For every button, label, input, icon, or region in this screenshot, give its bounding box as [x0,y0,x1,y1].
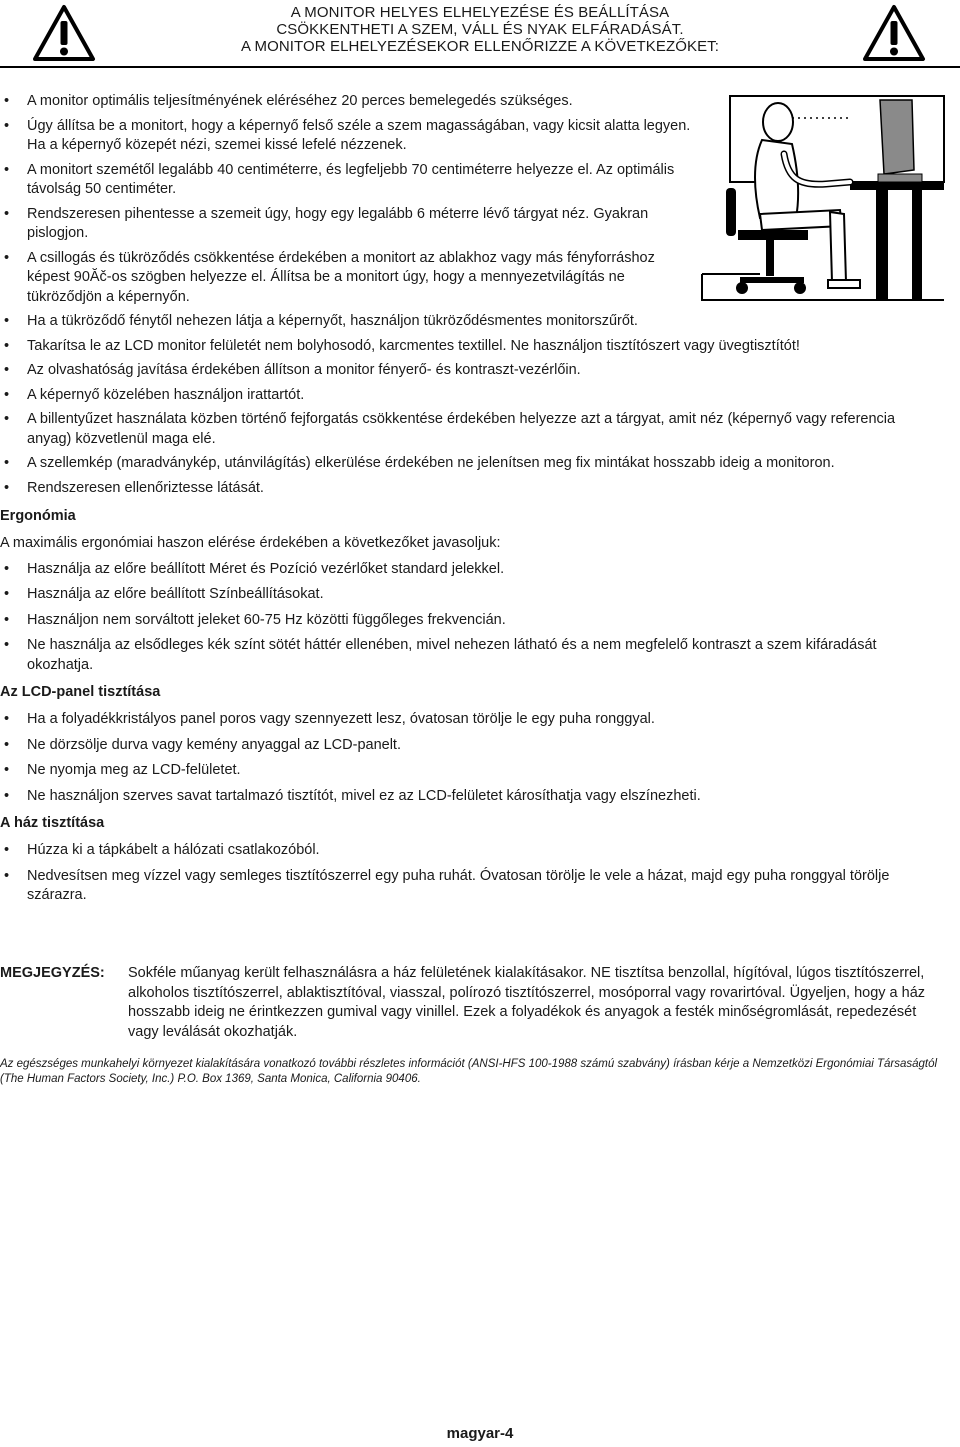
list-item: • Rendszeresen pihentesse a szemeit úgy, hogy egy legalább 6 méterre lévő tárgyat néz. Gyakran pislogjon. [0,205,692,244]
list-item: • Úgy állítsa be a monitort, hogy a képernyő felső széle a szem magasságában, vagy kicsit alatta legyen. Ha a képernyő közepét nézi, szemei kissé lefelé nézzenek. [0,117,692,156]
header-line: CSÖKKENTHETI A SZEM, VÁLL ÉS NYAK ELFÁRADÁSÁT. [276,21,684,38]
list-item: • Húzza ki a tápkábelt a hálózati csatlakozóból. [0,841,940,861]
list-item: • A szellemkép (maradványkép, utánvilágítás) elkerülése érdekében ne jelenítsen meg fix mintákat hosszabb ideig a monitoron. [0,454,940,474]
note-label: MEGJEGYZÉS: [0,965,105,981]
note-block [0,964,945,1042]
checklist [0,92,940,498]
page-number: magyar-4 [446,1425,514,1442]
footnote: Az egészséges munkahelyi környezet kialakítására vonatkozó további részletes információt (ANSI-HFS 100-1988 számú szabvány) írásban kérje a Nemzetközi Ergonómiai Társaságtól (The Human Factors Society, Inc.) P.O. Box 1369, Santa Monica, California 90406. [0,1058,938,1085]
list-item: • Takarítsa le az LCD monitor felületét nem bolyhosodó, karcmentes textillel. Ne használjon tisztítószert vagy üvegtisztítót! [0,337,940,357]
section-intro: A maximális ergonómiai haszon elérése érdekében a következőket javasoljuk: [0,535,501,551]
list-item: • A monitor optimális teljesítményének eléréséhez 20 perces bemelegedés szükséges. [0,92,692,112]
list-item: • Használja az előre beállított Színbeállításokat. [0,585,940,605]
housing-cleaning-section [0,814,940,906]
ergonomia-section [0,507,940,675]
section-heading: A ház tisztítása [0,815,105,831]
header-line: A MONITOR HELYES ELHELYEZÉSE ÉS BEÁLLÍTÁSA [290,4,670,21]
list-item: • Ne használja az elsődleges kék színt sötét háttér ellenében, mivel nehezen látható és a nem megfelelő kontraszt a szem kifáradását okozhatja. [0,636,940,675]
list-item: • Ne nyomja meg az LCD-felületet. [0,761,940,781]
list-item: • A képernyő közelében használjon irattartót. [0,386,940,406]
section-heading: Az LCD-panel tisztítása [0,684,161,700]
header-divider [0,66,960,68]
ergonomia-list [0,560,940,676]
list-item: • Nedvesítsen meg vízzel vagy semleges tisztítószerrel egy puha ruhát. Óvatosan törölje le vele a házat, majd egy puha ronggyal törölje szárazra. [0,867,940,906]
header-line: A MONITOR ELHELYEZÉSEKOR ELLENŐRIZZE A KÖVETKEZŐKET: [240,38,720,55]
list-item: • Használjon nem sorváltott jeleket 60-75 Hz közötti függőleges frekvencián. [0,611,940,631]
note-text: Sokféle műanyag került felhasználásra a ház felületének kialakításakor. NE tisztítsa benzollal, hígítóval, lúgos tisztítószerrel, alkoholos tisztítószerrel, ablaktisztítóval, viasszal, polírozó tisztítószerrel, mosóporral vagy rovarirtóval. Ügyeljen, hogy a ház hosszabb ideig ne érintkezzen gumival vagy vinillel. Ezek a folyadékok és anyagok a festék minőségromlását, repedezését vagy leválását okozhatják. [128,965,926,1040]
warning-triangle-icon [862,4,926,62]
list-item: • Az olvashatóság javítása érdekében állítson a monitor fényerő- és kontraszt-vezérlőin. [0,361,940,381]
warning-triangle-icon [32,4,96,62]
list-item: • A billentyűzet használata közben történő fejforgatás csökkentése érdekében helyezze azt a tárgyat, amit néz (képernyő vagy referencia anyag) közvetlenül maga elé. [0,410,940,449]
list-item: • Ne dörzsölje durva vagy kemény anyaggal az LCD-panelt. [0,736,940,756]
list-item: • Használja az előre beállított Méret és Pozíció vezérlőket standard jelekkel. [0,560,940,580]
checklist-section [0,92,940,912]
lcd-list [0,710,940,806]
list-item: • Rendszeresen ellenőriztesse látását. [0,479,940,499]
page-header [150,4,810,55]
lcd-cleaning-section [0,683,940,806]
list-item: • Ha a folyadékkristályos panel poros vagy szennyezett lesz, óvatosan törölje le egy puha ronggyal. [0,710,940,730]
list-item: • A csillogás és tükröződés csökkentése érdekében a monitort az ablakhoz vagy más fényforráshoz képest 90Ăč-os szögben helyezze el. Állítsa be a monitort úgy, hogy a mennyezetvilágítás ne tükröződjön a képernyőn. [0,249,667,308]
list-item: • Ha a tükröződő fénytől nehezen látja a képernyőt, használjon tükröződésmentes monitorszűrőt. [0,312,667,332]
list-item: • A monitort szemétől legalább 40 centiméterre, és legfeljebb 70 centiméterre helyezze el. Az optimális távolság 50 centiméter. [0,161,692,200]
list-item: • Ne használjon szerves savat tartalmazó tisztítót, mivel ez az LCD-felületet károsíthatja vagy elszínezheti. [0,787,940,807]
section-heading: Ergonómia [0,508,76,524]
housing-list [0,841,940,906]
